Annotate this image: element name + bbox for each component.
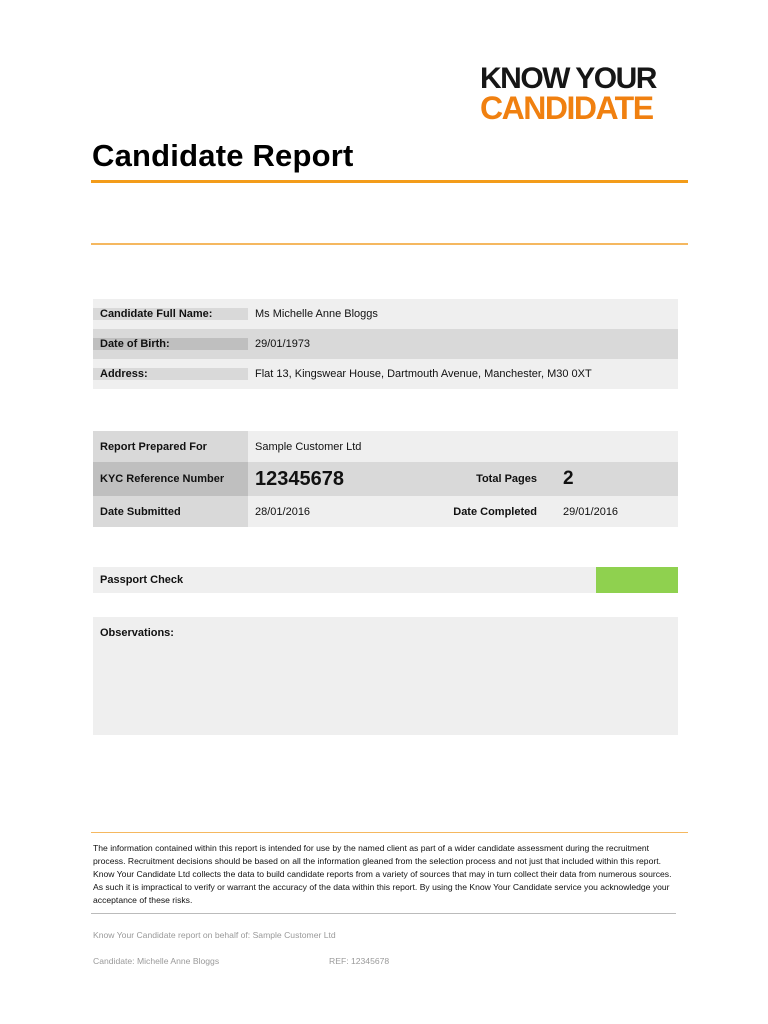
observations-box [93,617,678,735]
total-pages-value: 2 [563,468,574,489]
table-row [93,329,678,359]
date-submitted-label: Date Submitted [93,496,248,527]
footer-on-behalf: Know Your Candidate report on behalf of: Sample Customer Ltd [93,930,336,940]
table-row [93,496,678,527]
table-row [93,299,678,329]
date-completed-label: Date Completed [453,505,537,518]
report-details-table [93,431,678,527]
kyc-value: 12345678 [255,467,344,490]
prepared-for-value: Sample Customer Ltd [255,440,362,453]
full-name-value: Ms Michelle Anne Bloggs [255,308,378,320]
page-title: Candidate Report [92,138,354,173]
dob-label: Date of Birth: [93,338,248,350]
date-submitted-value: 28/01/2016 [255,505,311,518]
prepared-for-label: Report Prepared For [93,431,248,462]
section-divider [91,243,688,245]
date-completed-value: 29/01/2016 [563,505,619,518]
address-value: Flat 13, Kingswear House, Dartmouth Avenue, Manchester, M30 0XT [255,368,592,380]
logo-text-line1: KNOW YOUR [480,62,656,95]
kyc-label: KYC Reference Number [93,462,248,496]
observations-label: Observations: [100,627,174,639]
total-pages-label: Total Pages [476,473,537,485]
passport-check-label: Passport Check [100,574,184,586]
candidate-details-table [93,299,678,389]
dob-value: 29/01/1973 [255,338,311,350]
company-logo [480,62,690,126]
table-row [93,462,678,496]
passport-status-indicator [596,567,678,593]
footer-divider [91,832,688,833]
logo-text-line2: CANDIDATE [480,90,653,126]
title-divider [91,180,688,183]
footer-candidate: Candidate: Michelle Anne Bloggs [93,956,220,966]
full-name-label: Candidate Full Name: [93,308,248,320]
table-row [93,431,678,462]
footer-grey-divider [91,913,676,914]
disclaimer-text: The information contained within this report is intended for use by the named client as part of a wider candidate assessment during the recruitment process. Recruitment decisions should be based on all the information gleaned from the selection process and not just that included within this report. Know Your Candidate Ltd collects the data to build candidate reports from a variety of sources that may in turn collect their data from numerous sources. As such it is impractical to verify or warrant the accuracy of the data within this report. By using the Know Your Candidate service you acknowledge your acceptance of these risks. [93,843,672,905]
table-row [93,359,678,389]
address-label: Address: [93,368,248,380]
footer-ref: REF: 12345678 [329,956,390,966]
passport-check-row [93,567,678,593]
